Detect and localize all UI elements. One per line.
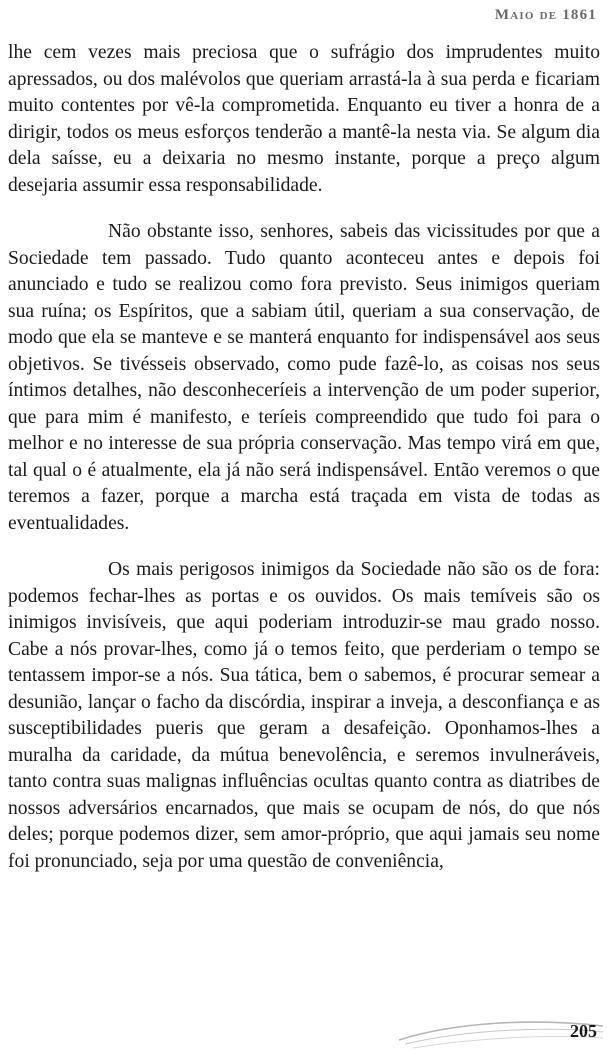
- running-head: Maio de 1861: [494, 7, 597, 23]
- paragraph-vicissitudes: Não obstante isso, senhores, sabeis das vicissitudes por que a Sociedade tem passado. Tudo quanto aconteceu antes e depois foi anunciado e tudo se realizou como fora previsto. Seus inimigos queriam sua ruína; os Espíritos, que a sabiam útil, queriam a sua conservação, de modo que ela se manteve e se manterá enquanto for indispensável aos seus objetivos. Se tivésseis observado, como pude fazê-lo, as coisas nos seus íntimos detalhes, não desconheceríeis a intervenção de um poder superior, que para mim é manifesto, e teríeis compreendido que tudo foi para o melhor e no interesse de sua própria conservação. Mas tempo virá em que, tal qual o é atualmente, ela já não será indispensável. Então veremos o que teremos a fazer, porque a marcha está traçada em vista de todas as eventualidades.: [8, 221, 600, 534]
- page-body: [8, 40, 600, 895]
- paragraph-enemies: Os mais perigosos inimigos da Sociedade não são os de fora: podemos fechar-lhes as portas e os ouvidos. Os mais temíveis são os inimigos invisíveis, que aqui poderiam introduzir-se mau grado nosso. Cabe a nós provar-lhes, como já o temos feito, que perderiam o tempo se tentassem impor-se a nós. Sua tática, bem o sabemos, é procurar semear a desunião, lançar o facho da discórdia, inspirar a inveja, a desconfiança e as susceptibilidades pueris que geram a desafeição. Oponhamos-lhes a muralha da caridade, da mútua benevolência, e seremos invulneráveis, tanto contra suas malignas influências ocultas quanto contra as diatribes de nossos adversários encarnados, que mais se ocupam de nós, do que nós deles; porque podemos dizer, sem amor-próprio, que aqui jamais seu nome foi pronunciado, seja por uma questão de conveniência,: [8, 559, 600, 872]
- page-number: 205: [570, 1021, 597, 1041]
- paragraph-continuation: lhe cem vezes mais preciosa que o sufrágio dos imprudentes muito apressados, ou dos malévolos que queriam arrastá-la à sua perda e ficariam muito contentes por vê-la comprometida. Enquanto eu tiver a honra de a dirigir, todos os meus esforços tenderão a mantê-la nesta via. Se algum dia dela saísse, eu a deixaria no mesmo instante, porque a preço algum desejaria assumir essa responsabilidade.: [8, 42, 600, 196]
